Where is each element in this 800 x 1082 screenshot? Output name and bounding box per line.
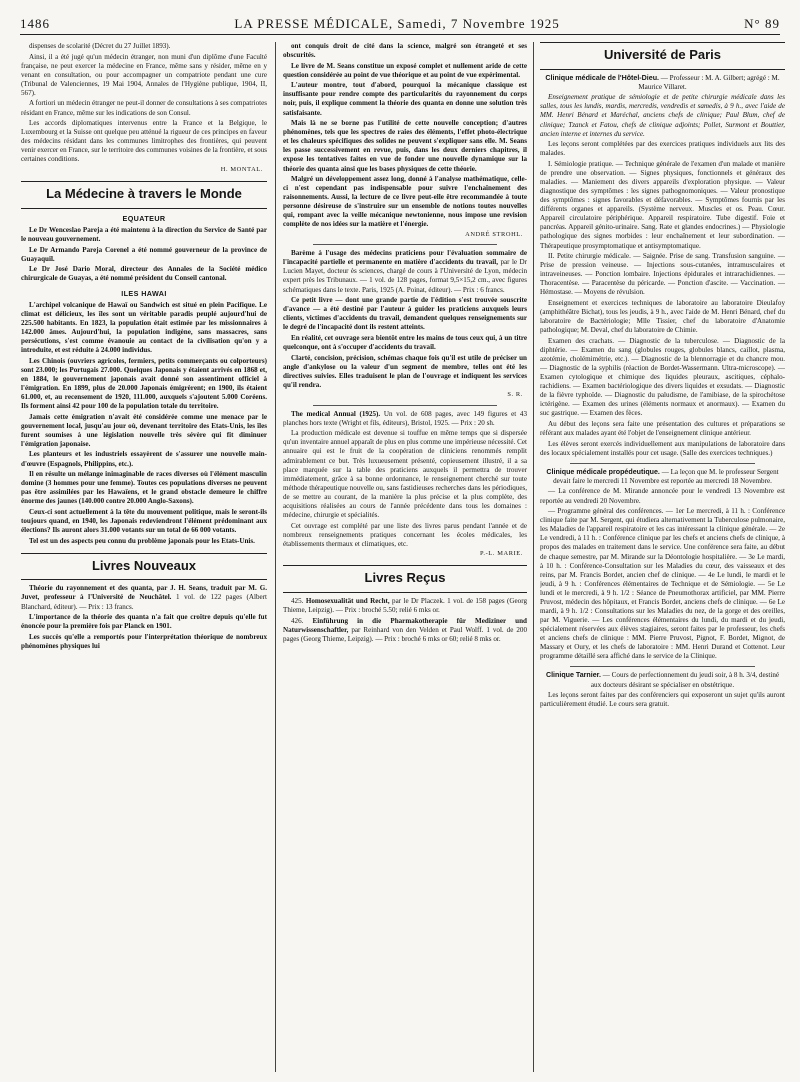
news-paragraph: Jamais cette émigration n'avait été considérée comme une menace par le gouvernement local, jusqu'au jour où, devenant territoire des Etats-Unis, les îles furent soumises à une législation nouvelle très sévère qui fit diminuer l'émigration japonaise. [21,412,267,448]
news-paragraph: Le Dr Armando Pareja Corenel a été nommé gouverneur de la province de Guayaquil. [21,245,267,263]
section-heading: La Médecine à travers le Monde [21,181,267,209]
book-details: par Reinhard von den Velden et Paul Wolff. 1 vol. de 200 pages (Georg Thieme, Leipzig). — Prix : broché 6 mks or 60; relié 8 mks or. [283,625,527,643]
column-rule [533,42,534,1072]
book-entry [283,249,527,294]
news-paragraph: Le Dr José Dario Moral, directeur des Annales de la Société médico chirurgicale de Guayas, a été nommé président du Conseil cantonal. [21,265,267,283]
subsection-heading: EQUATEUR [122,213,166,223]
clinic-text: — Cours de perfectionnement du jeudi soir, à 8 h. 3/4, destiné aux docteurs désirant se spécialiser en obstétrique. [590,671,780,689]
entry-number: 426. [291,616,304,625]
author-signature: H. MONTAL. [220,166,263,174]
review-paragraph: Mais là ne se borne pas l'utilité de cette nouvelle conception; d'autres phénomènes, tels que les spectres de raies des éléments, l'effet photo-électrique et les chaleurs spécifiques des solides ne peuvent s'expliquer sans elle. M. Seans les passe successivement en revue, puis, dans les deux derniers chapitres, il expose les tentatives faites en vue de fonder une nouvelle dynamique sur la théorie des quanta ainsi que les bases physiques de cette théorie. [283,119,527,173]
clinic-paragraph: — Programme général des conférences. — 1er Le mercredi, à 11 h. : Conférence clinique faite par M. Sergent, qui étudiera alternativement la Tuberculose pulmonaire, les Maladies de l'appareil respiratoire et les cas intéressant la clinique générale. — 2e Le vendredi, à 11 h. : Conférence clinique par les chefs et anciens chefs de clinique, à propos des malades en traitement dans le service. Une conférence sera faite, au début de chaque semestre, par M. Mirande sur la Déontologie hospitalière. — 3e Le mardi, à 10 h. : Conférence-Consultation sur les Maladies du cœur, des vaisseaux et des reins, par M. Francis Bordet, ancien chef de clinique. — 4e Le lundi, le mardi et le jeudi, à 9 h. : Conférences élémentaires de Technique et de Sémiologie. — 5e Le lundi et le mercredi, à 9 h. 1/2 : Séance de Pneumothorax artificiel, par MM. Pierre Pruvost, médecin des hôpitaux, et Francis Bordet, anciens chefs de clinique. — 6e Le mardi, à 9 h. 1/2 : Consultations sur les Maladies du nez, de la gorge et des oreilles, par M. Viguerie. — Les conférences élémentaires du lundi, du mardi et du jeudi, spécialement réservées aux élèves stagiaires, seront faites par le professeur, les chefs et anciens chefs de clinique : MM. Pierre Pruvost, Pignot, F. Bordet, Mignot, de Massary et Oury, et les chefs de laboratoire : MM. Henri Durand et Cottenot. Leur programme détaillé sera affiché dans le service de la Clinique. [540,507,785,661]
divider [570,666,755,667]
review-paragraph: Le livre de M. Seans constitue un exposé complet et nullement aride de cette question considérée au point de vue théorique et au point de vue expérimental. [283,61,527,79]
news-paragraph: Il en résulte un mélange inimaginable de races diverses où l'élément masculin domine (3 hommes pour une femme). Toutes ces populations diverses ne peuvent pas être assimilées par les Hawaïens, et le grand obstacle demeure le chiffre énorme des jaunes (140.000 contre 20.000 Anglo-Saxons). [21,470,267,506]
news-paragraph: Les Chinois (ouvriers agricoles, fermiers, petits commerçants ou colporteurs) sont 23.000; les Portugais 27.000. Quelques Japonais y étaient arrivés en 1868 et, en 1884, le gouvernement japonais avait donné son assentiment officiel à l'émigration. En 1899, plus de 20.000 Japonais émigrèrent; en 1900, ils étaient 61.000, et, au recensement de 1920, 111.000, auxquels s'ajoutent 5.000 Coréens. Ils forment ainsi 42 pour 100 de la population totale du territoire. [21,356,267,411]
column-middle [283,42,527,1074]
clinic-entry [540,468,785,486]
clinic-paragraph: Enseignement et exercices techniques de laboratoire au laboratoire Dieulafoy (amphithéâtre Bichat), tous les jeudis, à 9 h., avec l'aide de M. Henri Bénard, chef du laboratoire de Bactériologie; Mlle Tissier, chef du laboratoire d'Anatomie pathologique; M. Deval, chef du laboratoire de Chimie. [540,299,785,335]
divider [570,463,755,464]
book-title: Théorie du rayonnement et des quanta, par J. H. Seans, traduit par M. G. Juvet, professeur à l'Université de Neuchâtel. [21,584,267,602]
review-paragraph: En réalité, cet ouvrage sera bientôt entre les mains de tous ceux qui, à un titre quelconque, ont à s'occuper d'accidents du travail. [283,333,527,352]
clinic-title: Clinique médicale de l'Hôtel-Dieu. [545,73,660,82]
review-paragraph: L'auteur montre, tout d'abord, pourquoi la mécanique classique est insuffisante pour rendre compte des particularités du rayonnement du corps noir, puis, il explique comment la théorie des quanta en donne une solution très satisfaisante. [283,81,527,117]
news-paragraph: L'archipel volcanique de Hawaï ou Sandwich est situé en plein Pacifique. Le climat est délicieux, les îles sont un véritable paradis peuplé aujourd'hui de 225.500 habitants. En 1823, la population était estimée par les missionnaires à 142.000 âmes. Aujourd'hui, la population indigène, sans massacres, sans persécutions, s'est comme évanouie au contact de la civilisation qu'on y a introduite, et est réduite à 24.000 individus. [21,300,267,355]
book-entry [283,410,527,428]
journal-title: LA PRESSE MÉDICALE, Samedi, 7 Novembre 1925 [234,16,560,31]
article-paragraph: Ainsi, il a été jugé qu'un médecin étranger, non muni d'un diplôme d'une Faculté française, ne peut exercer la médecine en France, même sans y résider, même en y venant en consultation, ou pour accompagner un compatriote pendant une cure (Tribunal de Valenciennes, 19 Mai 1904, Annales de l'Hygiène publique, 1904, II, 567). [21,52,267,97]
book-title: Homosexualität und Recht, [305,597,390,606]
section-heading: Université de Paris [540,42,785,70]
column-right [540,42,785,1074]
news-paragraph: Le Dr Wenceslao Pareja a été maintenu à la direction du Service de Santé par le nouveau gouvernement. [21,226,267,244]
book-details: 1 vol. de 122 pages (Albert Blanchard, éditeur). — Prix : 13 francs. [21,593,267,611]
news-paragraph: Ceux-ci sont actuellement à la tête du mouvement politique, mais le seront-ils toujours quand, en 1940, les Japonais redeviendront l'élément prédominant aux élections? Ils auront alors 31.000 votants sur un total de 66 000 votants. [21,507,267,535]
review-paragraph: Les succès qu'elle a remportés pour l'interprétation théorique de nombreux phénomènes physiques lui [21,632,267,650]
clinic-paragraph: II. Petite chirurgie médicale. — Saignée. Prise de sang. Transfusion sanguine. — Prise de pression veineuse. — Injections sous-cutanées, intramusculaires et intraveineuses. — Ponction lombaire. Injections épidurales et intrarachidiennes. — Thoracentèse. — Paracentèse du péricarde. — Ponction d'ascite. — Vaccination. — Hémostase. — Moyens de révulsion. [540,252,785,297]
review-paragraph: ont conquis droit de cité dans la science, malgré son étrangeté et ses obscurités. [283,42,527,60]
divider [313,244,497,245]
review-paragraph: Clarté, concision, précision, schémas chaque fois qu'il est utile de préciser un angle d'ankylose ou la valeur d'un segment de membre, telles ont été les directives suivies. Elles traduisent le plan de l'ouvrage et indiquent les services qu'il rendra. [283,353,527,389]
review-paragraph: Cet ouvrage est complété par une liste des livres parus pendant l'année et de nombreux renseignements pratiques concernant les écoles médicales, les établissements thermaux et climatiques, etc. [283,521,527,548]
subsection-heading: ILES HAWAI [121,288,167,298]
author-signature: S. R. [507,391,523,399]
review-paragraph: Malgré un développement assez long, donné à l'analyse mathématique, celle-ci n'est cependant pas indispensable pour suivre l'enchaînement des raisonnements. Aussi, la lecture de ce livre peut-elle être recommandée à toute personne désireuse de s'instruire sur un ensemble de notions toutes nouvelles qui, rompant avec la veille mécanique newtonienne, nous impose une revision complète de nos idées sur la matière et l'énergie. [283,175,527,229]
book-details: Un vol. de 608 pages, avec 149 figures et 43 planches hors texte (Wright et fils, éditeurs), Bristol, 1925. — Prix : 20 sh. [283,409,527,427]
book-entry [21,584,267,611]
column-left [21,42,267,1074]
author-signature: P.-L. MARIE. [479,550,523,558]
news-paragraph: Tel est un des aspects peu connu du problème japonais pour les Etats-Unis. [29,536,255,545]
clinic-paragraph: Examen des crachats. — Diagnostic de la tuberculose. — Diagnostic de la diphtérie. — Examen du sang (globules rouges, globules blancs, caillot, plasma, azotémie, cholémimétrie, etc.). — Diagnostic de la blennorragie et du chancre mou. — Diagnostic de la syphilis (réaction de Bordet-Wassermann. Ultra-microscope). — Examen cytologique et chimique des liquides pleuraux, ascitiques, céphalo-rachidiens. — Examen bactériologique des divers liquides et exsudats. — Diagnostic de la fièvre typhoïde. — Diagnostic du paludisme, de l'amibiase, de la spirochétose ictérigène. — Examen des urines (éléments normaux et anormaux). — Examen du suc gastrique. — Examen des fèces. [540,336,785,418]
book-title: The medical Annual (1925). [291,409,381,418]
article-paragraph: Les accords diplomatiques intervenus entre la France et la Belgique, le Luxembourg et la Suisse ont quelque peu atténué la rigueur de ces principes en faveur des médecins résidant dans les communes limitrophes des frontières, qui peuvent venir exercer en France, sur le territoire des communes voisines de la frontière, et sous certaines conditions. [21,119,267,164]
clinic-paragraph: — La conférence de M. Mirande annoncée pour le vendredi 13 Novembre est reportée au vendredi 20 Novembre. [540,487,785,505]
book-details: par le Dr Lucien Mayet, docteur ès sciences, chargé de cours à l'Université de Lyon, médecin expert près les Tribunaux. — 1 vol. de 128 pages, format 9,5×15,2 cm., avec figures schématiques dans le texte. Paris, 1925 (A. Poinat, éditeur). — Prix : 6 francs. [283,258,527,294]
news-paragraph: Les planteurs et les industriels essayèrent de s'assurer une nouvelle main-d'œuvre (Espagnols, Philippins, etc.). [21,450,267,468]
divider [313,405,497,406]
clinic-paragraph: Les élèves seront exercés individuellement aux manipulations de laboratoire dans des locaux spécialement installés pour cet usage. (Salle des exercices techniques.) [540,439,785,457]
clinic-title: Clinique Tarnier. [545,671,602,680]
entry-number: 425. [291,597,304,606]
clinic-paragraph: Au début des leçons sera faite une présentation des cultures et préparations se référant aux malades ayant été l'objet de l'enseignement clinique antérieur. [540,420,785,438]
book-details: par le Dr Placzek. 1 vol. de 158 pages (Georg Thieme, Leipzig). — Prix : broché 5.50; relié 6 mks or. [283,597,527,615]
author-signature: ANDRÉ STROHL. [465,231,523,239]
page-number: 1486 [20,16,50,31]
clinic-paragraph: Les leçons seront faites par des conférenciers qui exposeront un sujet qu'ils auront particulièrement étudié. Le cours sera gratuit. [540,691,785,709]
issue-number: N° 89 [744,16,780,31]
clinic-paragraph: I. Sémiologie pratique. — Technique générale de l'examen d'un malade et manière de prendre une observation. — Signes physiques, fonctionnels et généraux des maladies. — Maniement des divers appareils d'exploration physique. — Valeur diagnostique des symptômes : les signes pathognomoniques. — Valeur pronostique des symptômes : signes favorables et défavorables. — Symptômes fournis par les différents organes et appareils. (Système nerveux. Muscles et os. Peau. Cœur. Appareil circulatoire périphérique. Appareil respiratoire. Tube digestif. Foie et pancréas. Appareil génito-urinaire. Sang. Rate et glandes endocrines.) — Physiologie pathologique des signes morbides : leur enchaînement et leur subordination. — Thérapeutique prosymptomatique et antisymptomatique. [540,159,785,250]
section-heading: Livres Nouveaux [21,553,267,581]
clinic-entry [540,671,785,689]
review-paragraph: L'importance de la théorie des quanta n'a fait que croître depuis qu'elle fut énoncée pour la première fois par Planck en 1901. [21,613,267,631]
clinic-text: — La leçon que M. le professeur Sergent devait faire le mercredi 11 Novembre est reportée au mercredi 18 Novembre. [553,467,779,485]
clinic-text: — Professeur : M. A. Gilbert; agrégé : M. Maurice Villaret. [638,73,780,91]
received-book-entry [283,597,527,615]
column-rule [275,42,276,1072]
article-paragraph: A fortiori un médecin étranger ne peut-il donner de consultations à ses compatriotes résidant en France, même sur les indications de son Consul. [21,99,267,117]
article-paragraph: dispenses de scolarité (Décret du 27 Juillet 1893). [29,42,171,50]
received-book-entry [283,617,527,644]
page-header [20,10,780,35]
clinic-paragraph: Enseignement pratique de sémiologie et de petite chirurgie médicale dans les salles, tous les lundis, mardis, mercredis, vendredis et samedis, à 9 h., avec l'aide de MM. Henri Bénard et Maréchal, anciens chefs de clinique; Paul Blum, chef de clinique; Tzanck et Fatou, chefs de clinique adjoints; Pollet, Surmont et Bouttier, ancien interne et internes du service. [540,93,785,138]
clinic-paragraph: Les leçons seront complétées par des exercices pratiques individuels aux lits des malades. [540,140,785,158]
review-paragraph: Ce petit livre — dont une grande partie de l'édition s'est trouvée souscrite d'avance — a été destiné par l'auteur à guider les praticiens auxquels leurs clients, victimes d'accidents du travail, demandent quelques renseignements sur le degré de l'incapacité dont ils restent atteints. [283,296,527,332]
clinic-title: Clinique médicale propédeutique. [546,467,660,476]
clinic-entry [540,74,785,92]
book-title: Barème à l'usage des médecins praticiens pour l'évaluation sommaire de l'incapacité partielle et permanente en matière d'accidents du travail, [283,249,527,267]
review-paragraph: La production médicale est devenue si touffue en même temps que si dispersée qu'un inventaire annuel apparaît de plus en plus comme une impérieuse nécessité. Cet annuaire qui est le fruit de la coopération de cliniciens renommés remplit admirablement ce but. Très luxueusement présenté, copieusement illustré, il a sa place marquée sur la table des praticiens auxquels il permettra de trouver immédiatement, grâce à sa bonne ordonnance, le renseignement cherché sur toute méthode thérapeutique nouvelle ou, sans fastidieuses recherches dans les périodiques, de se mettre au courant, de la manière la plus précise et la plus complète, des acquisitions réalisées au cours de l'année précédente dans tous les domaines : médecine, chirurgie et spécialités. [283,429,527,519]
section-heading: Livres Reçus [283,565,527,593]
book-title: Einführung in die Pharmakotherapie für Mediziner und Naturwissenschaftler, [283,616,527,634]
